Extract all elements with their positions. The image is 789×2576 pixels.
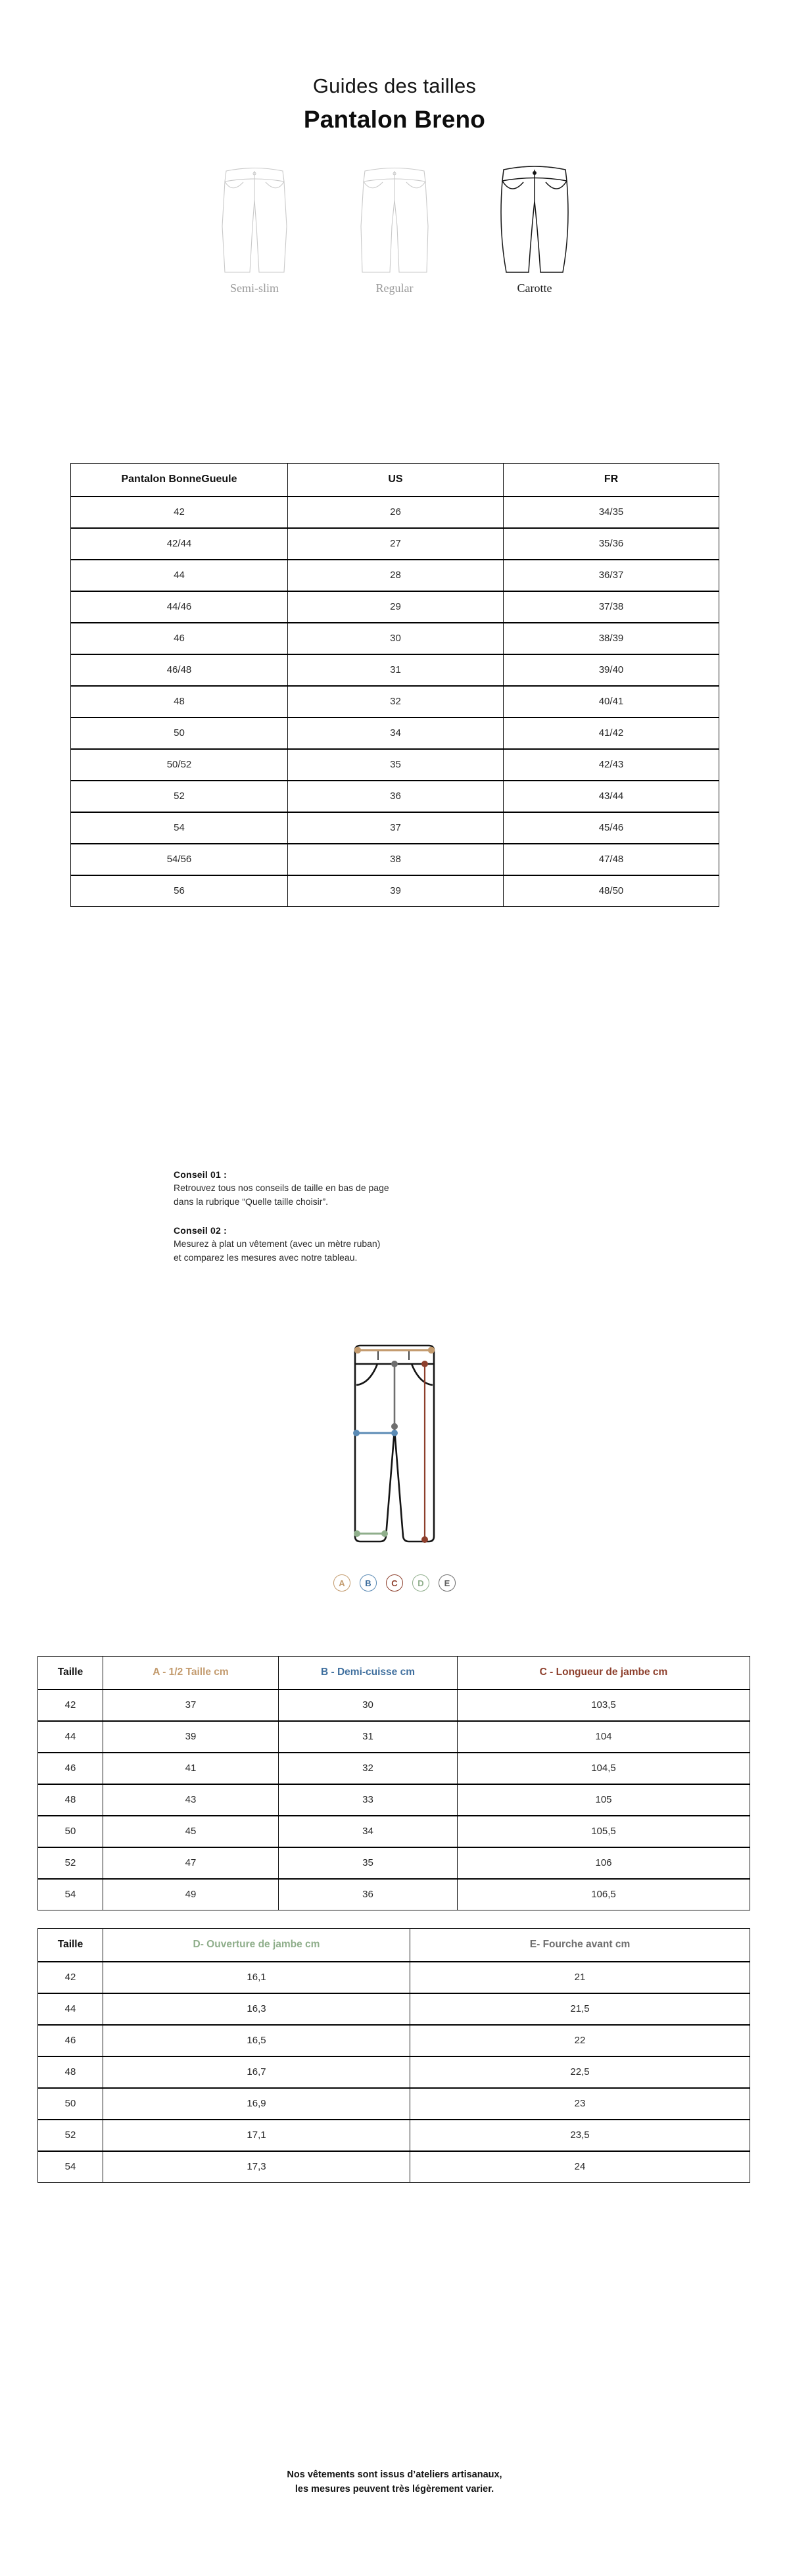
measure-line-a [354, 1347, 435, 1353]
cell-us: 34 [288, 717, 504, 749]
table-row [71, 591, 719, 623]
table-row [38, 2088, 750, 2120]
table-header-row [38, 1657, 750, 1689]
pants-carotte-icon [496, 163, 573, 276]
column-header-fr: FR [504, 464, 719, 497]
cell-taille: 44 [38, 1993, 103, 2025]
fit-label: Regular [375, 281, 414, 295]
cell-us: 30 [288, 623, 504, 654]
cell-b: 35 [279, 1847, 458, 1879]
cell-d: 17,1 [103, 2120, 410, 2151]
cell-us: 39 [288, 875, 504, 907]
cell-e: 22 [410, 2025, 750, 2056]
conseil-block-01 [174, 1169, 542, 1209]
cell-d: 16,9 [103, 2088, 410, 2120]
size-conversion-table [70, 463, 719, 907]
cell-c: 106 [458, 1847, 750, 1879]
cell-e: 22,5 [410, 2056, 750, 2088]
cell-c: 104,5 [458, 1753, 750, 1784]
cell-us: 35 [288, 749, 504, 781]
table-header-row [38, 1929, 750, 1962]
cell-b: 32 [279, 1753, 458, 1784]
cell-us: 36 [288, 781, 504, 812]
measurements-de-table [37, 1928, 750, 2183]
cell-taille: 52 [38, 1847, 103, 1879]
cell-a: 39 [103, 1721, 279, 1753]
cell-c: 106,5 [458, 1879, 750, 1910]
table-row [38, 1816, 750, 1847]
cell-c: 105,5 [458, 1816, 750, 1847]
cell-bonnegueule: 46/48 [71, 654, 288, 686]
cell-fr: 43/44 [504, 781, 719, 812]
cell-us: 32 [288, 686, 504, 717]
cell-fr: 35/36 [504, 528, 719, 560]
cell-taille: 48 [38, 2056, 103, 2088]
cell-fr: 42/43 [504, 749, 719, 781]
table-header-row [71, 464, 719, 497]
measurements-de-table-wrapper [37, 1928, 750, 2183]
measure-line-d [354, 1530, 388, 1537]
column-header-taille: Taille [38, 1657, 103, 1689]
cell-fr: 45/46 [504, 812, 719, 844]
table-row [71, 781, 719, 812]
footer-line-1: Nos vêtements sont issus d’ateliers artisanaux, [287, 2469, 502, 2480]
table-row [38, 1993, 750, 2025]
cell-a: 45 [103, 1816, 279, 1847]
table-row [71, 844, 719, 875]
cell-taille: 44 [38, 1721, 103, 1753]
cell-us: 27 [288, 528, 504, 560]
cell-taille: 50 [38, 2088, 103, 2120]
legend-badge-b: B [360, 1574, 377, 1592]
cell-us: 31 [288, 654, 504, 686]
table-row [71, 560, 719, 591]
measure-line-b [353, 1430, 398, 1436]
table-row [71, 749, 719, 781]
cell-taille: 46 [38, 1753, 103, 1784]
fit-label: Semi-slim [229, 281, 279, 295]
table-row [71, 717, 719, 749]
legend-badge-e: E [439, 1574, 456, 1592]
cell-fr: 36/37 [504, 560, 719, 591]
cell-taille: 46 [38, 2025, 103, 2056]
cell-taille: 54 [38, 2151, 103, 2183]
cell-e: 24 [410, 2151, 750, 2183]
footer-line-2: les mesures peuvent très légèrement varier. [295, 2484, 494, 2495]
fit-option-regular[interactable] [337, 163, 452, 295]
cell-bonnegueule: 50 [71, 717, 288, 749]
legend-badge-a: A [333, 1574, 350, 1592]
cell-fr: 39/40 [504, 654, 719, 686]
cell-e: 21,5 [410, 1993, 750, 2025]
cell-bonnegueule: 54 [71, 812, 288, 844]
cell-fr: 38/39 [504, 623, 719, 654]
column-header-e-fourche-avant: E- Fourche avant cm [410, 1929, 750, 1962]
cell-taille: 42 [38, 1689, 103, 1721]
cell-d: 16,5 [103, 2025, 410, 2056]
table-row [38, 2056, 750, 2088]
page-footer [0, 2467, 789, 2497]
cell-bonnegueule: 56 [71, 875, 288, 907]
cell-taille: 52 [38, 2120, 103, 2151]
cell-b: 31 [279, 1721, 458, 1753]
column-header-c-longueur-jambe: C - Longueur de jambe cm [458, 1657, 750, 1689]
fit-label: Carotte [517, 281, 552, 295]
table-row [71, 812, 719, 844]
legend-badge-d: D [412, 1574, 429, 1592]
measurements-abc-table [37, 1656, 750, 1910]
page-subtitle: Guides des tailles [312, 74, 477, 97]
fit-illustrations [0, 163, 789, 295]
conseil-heading: Conseil 02 : [174, 1225, 227, 1236]
cell-us: 28 [288, 560, 504, 591]
size-conversion-table-wrapper [70, 463, 719, 907]
cell-taille: 50 [38, 1816, 103, 1847]
cell-bonnegueule: 42/44 [71, 528, 288, 560]
page-header [0, 0, 789, 134]
cell-us: 37 [288, 812, 504, 844]
conseil-text [174, 1237, 542, 1265]
table-row [71, 623, 719, 654]
cell-a: 47 [103, 1847, 279, 1879]
table-row [71, 654, 719, 686]
conseil-line: Retrouvez tous nos conseils de taille en bas de page [174, 1182, 389, 1193]
measurements-abc-table-wrapper [37, 1656, 750, 1910]
legend-badge-c: C [386, 1574, 403, 1592]
measure-line-c [421, 1361, 428, 1543]
cell-e: 21 [410, 1962, 750, 1993]
conseil-heading: Conseil 01 : [174, 1169, 227, 1180]
cell-a: 41 [103, 1753, 279, 1784]
pants-semi-slim-icon [216, 163, 293, 276]
table-row [38, 1847, 750, 1879]
conseil-line: dans la rubrique “Quelle taille choisir”. [174, 1196, 328, 1207]
table-row [38, 1721, 750, 1753]
cell-e: 23 [410, 2088, 750, 2120]
table-row [38, 1784, 750, 1816]
table-row [71, 875, 719, 907]
cell-bonnegueule: 44 [71, 560, 288, 591]
cell-d: 16,1 [103, 1962, 410, 1993]
conseils-section [174, 1169, 542, 1265]
cell-bonnegueule: 50/52 [71, 749, 288, 781]
pants-measurement-diagram-icon [329, 1339, 460, 1569]
table-row [38, 1879, 750, 1910]
table-row [71, 528, 719, 560]
cell-b: 33 [279, 1784, 458, 1816]
cell-d: 16,3 [103, 1993, 410, 2025]
cell-bonnegueule: 52 [71, 781, 288, 812]
table-row [38, 2120, 750, 2151]
measurement-legend [333, 1574, 456, 1592]
column-header-d-ouverture-jambe: D- Ouverture de jambe cm [103, 1929, 410, 1962]
cell-fr: 40/41 [504, 686, 719, 717]
cell-taille: 48 [38, 1784, 103, 1816]
cell-fr: 34/35 [504, 497, 719, 528]
cell-fr: 47/48 [504, 844, 719, 875]
cell-e: 23,5 [410, 2120, 750, 2151]
cell-taille: 42 [38, 1962, 103, 1993]
conseil-line: et comparez les mesures avec notre tableau. [174, 1252, 358, 1263]
table-row [38, 1753, 750, 1784]
cell-us: 38 [288, 844, 504, 875]
column-header-a-demi-taille: A - 1/2 Taille cm [103, 1657, 279, 1689]
table-row [38, 2025, 750, 2056]
cell-bonnegueule: 44/46 [71, 591, 288, 623]
measure-line-e [391, 1361, 398, 1430]
cell-us: 29 [288, 591, 504, 623]
measurement-diagram [0, 1339, 789, 1592]
cell-b: 36 [279, 1879, 458, 1910]
table-row [38, 1689, 750, 1721]
cell-a: 49 [103, 1879, 279, 1910]
cell-fr: 37/38 [504, 591, 719, 623]
pants-regular-icon [356, 163, 433, 276]
cell-taille: 54 [38, 1879, 103, 1910]
cell-a: 37 [103, 1689, 279, 1721]
table-row [71, 686, 719, 717]
cell-b: 34 [279, 1816, 458, 1847]
cell-us: 26 [288, 497, 504, 528]
cell-d: 16,7 [103, 2056, 410, 2088]
cell-fr: 48/50 [504, 875, 719, 907]
column-header-taille: Taille [38, 1929, 103, 1962]
column-header-b-demi-cuisse: B - Demi-cuisse cm [279, 1657, 458, 1689]
fit-option-carotte[interactable] [477, 163, 592, 295]
cell-c: 103,5 [458, 1689, 750, 1721]
fit-option-semi-slim[interactable] [197, 163, 312, 295]
cell-c: 105 [458, 1784, 750, 1816]
cell-c: 104 [458, 1721, 750, 1753]
cell-d: 17,3 [103, 2151, 410, 2183]
cell-bonnegueule: 42 [71, 497, 288, 528]
cell-bonnegueule: 48 [71, 686, 288, 717]
table-row [38, 1962, 750, 1993]
conseil-line: Mesurez à plat un vêtement (avec un mètre ruban) [174, 1238, 381, 1249]
cell-a: 43 [103, 1784, 279, 1816]
cell-bonnegueule: 54/56 [71, 844, 288, 875]
cell-b: 30 [279, 1689, 458, 1721]
conseil-block-02 [174, 1225, 542, 1265]
cell-fr: 41/42 [504, 717, 719, 749]
column-header-us: US [288, 464, 504, 497]
cell-bonnegueule: 46 [71, 623, 288, 654]
page-title: Pantalon Breno [303, 105, 486, 133]
table-row [38, 2151, 750, 2183]
table-row [71, 497, 719, 528]
conseil-text [174, 1181, 542, 1209]
column-header-bonnegueule: Pantalon BonneGueule [71, 464, 288, 497]
